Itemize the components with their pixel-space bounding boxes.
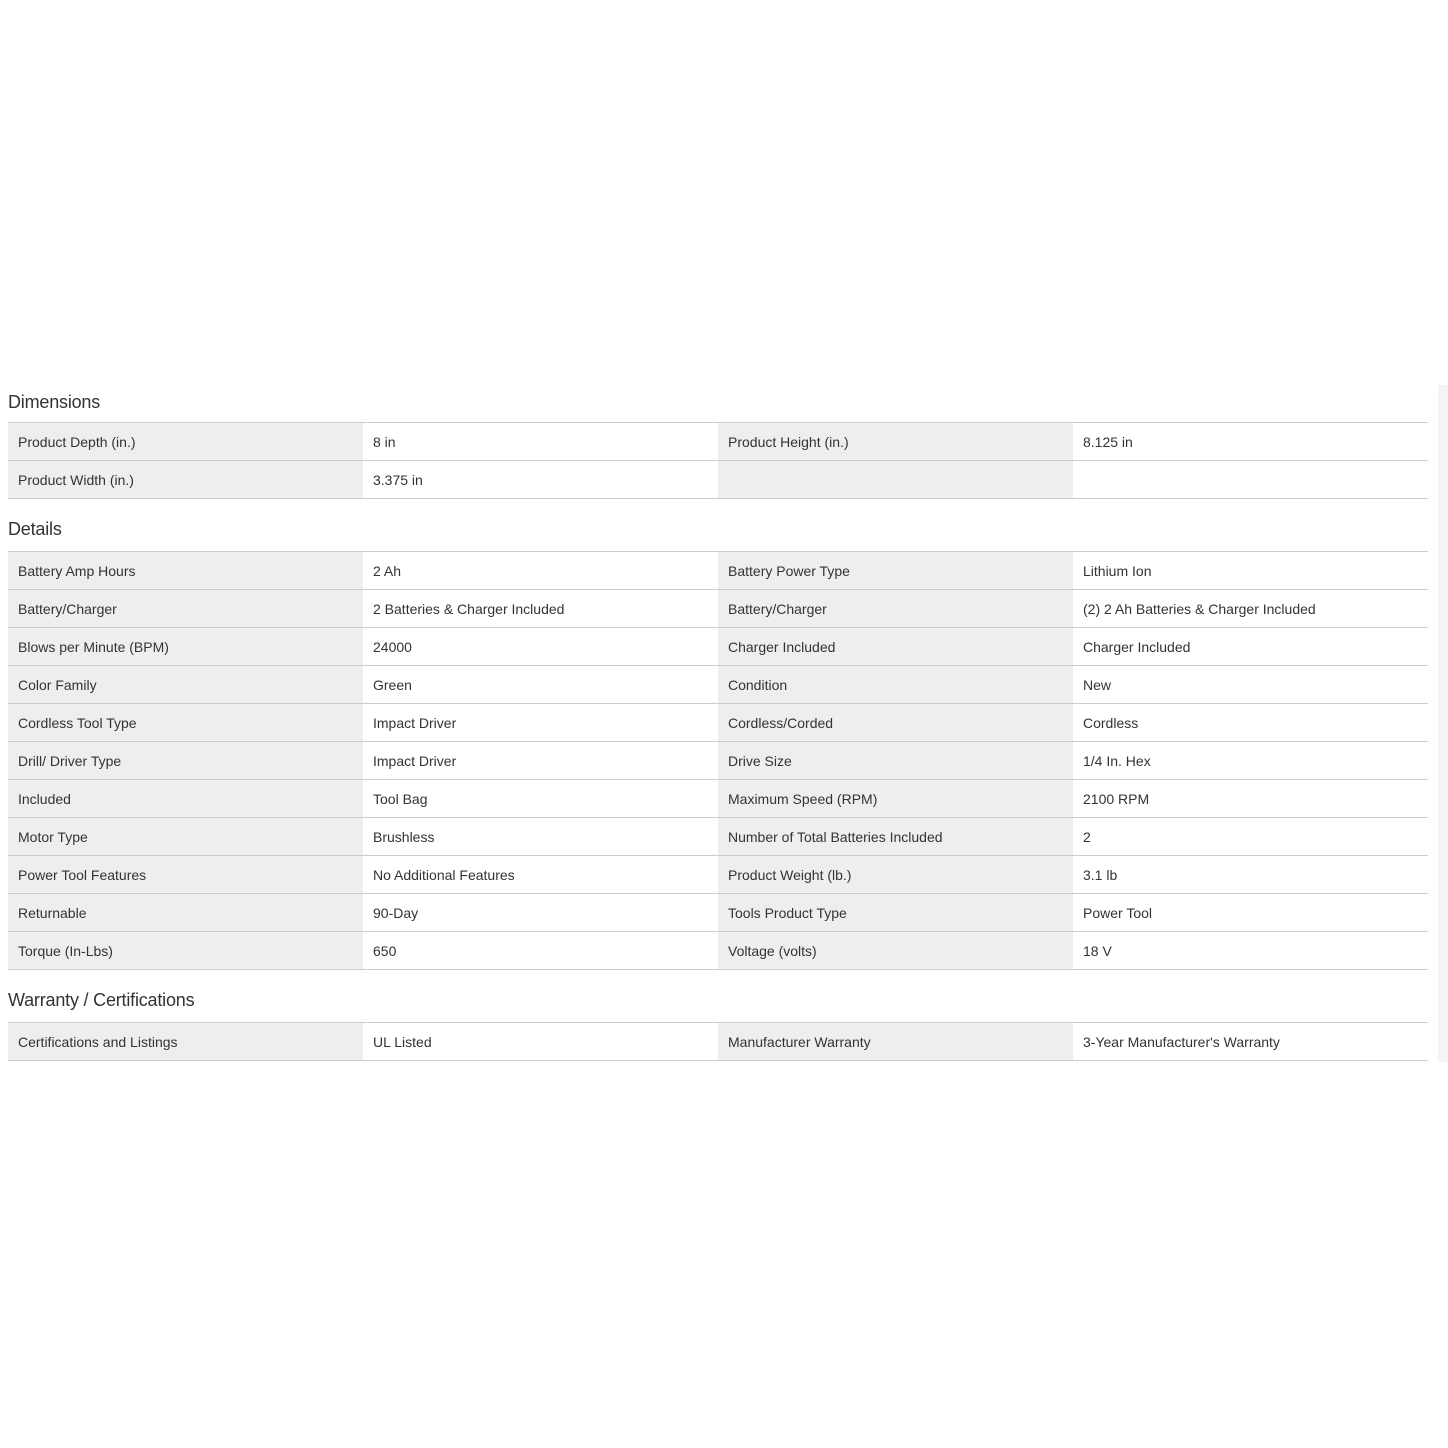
spec-value: Brushless [363,818,718,856]
spec-label: Battery/Charger [8,590,363,628]
table-row [8,552,1428,590]
spec-value: 90-Day [363,894,718,932]
spec-value: 8.125 in [1073,423,1428,461]
spec-label: Manufacturer Warranty [718,1023,1073,1061]
spec-value: 2100 RPM [1073,780,1428,818]
section-title: Dimensions [8,385,1428,423]
table-row [8,704,1428,742]
section-title: Warranty / Certifications [8,970,1428,1023]
spec-value: Green [363,666,718,704]
section-title: Details [8,499,1428,552]
spec-value: 3-Year Manufacturer's Warranty [1073,1023,1428,1061]
spec-label: Condition [718,666,1073,704]
spec-label: Drive Size [718,742,1073,780]
spec-section-warranty-certifications [8,970,1428,1061]
spec-label: Torque (In-Lbs) [8,932,363,970]
spec-table [8,552,1428,970]
spec-value: 3.375 in [363,461,718,499]
spec-label: Charger Included [718,628,1073,666]
spec-value: UL Listed [363,1023,718,1061]
spec-value: New [1073,666,1428,704]
spec-value: Lithium Ion [1073,552,1428,590]
scrollbar-track[interactable] [1438,385,1448,1062]
spec-value: Power Tool [1073,894,1428,932]
spec-value: 2 [1073,818,1428,856]
spec-label: Product Height (in.) [718,423,1073,461]
spec-value: 3.1 lb [1073,856,1428,894]
spec-value [1073,461,1428,499]
spec-value: 8 in [363,423,718,461]
spec-label: Cordless/Corded [718,704,1073,742]
spec-value: 650 [363,932,718,970]
spec-table [8,1023,1428,1061]
spec-label: Product Depth (in.) [8,423,363,461]
spec-label: Color Family [8,666,363,704]
spec-section-dimensions [8,385,1428,499]
spec-value: Tool Bag [363,780,718,818]
spec-label [718,461,1073,499]
spec-value: Cordless [1073,704,1428,742]
spec-section-details [8,499,1428,970]
spec-value: Impact Driver [363,704,718,742]
table-row [8,932,1428,970]
spec-label: Power Tool Features [8,856,363,894]
table-row [8,780,1428,818]
spec-value: Impact Driver [363,742,718,780]
table-row [8,461,1428,499]
spec-label: Voltage (volts) [718,932,1073,970]
spec-value: 24000 [363,628,718,666]
spec-label: Battery Amp Hours [8,552,363,590]
table-row [8,818,1428,856]
specifications-panel [8,385,1428,1061]
table-row [8,1023,1428,1061]
spec-value: 1/4 In. Hex [1073,742,1428,780]
spec-label: Battery Power Type [718,552,1073,590]
spec-label: Product Weight (lb.) [718,856,1073,894]
spec-label: Motor Type [8,818,363,856]
spec-value: 2 Batteries & Charger Included [363,590,718,628]
spec-value: (2) 2 Ah Batteries & Charger Included [1073,590,1428,628]
spec-value: 18 V [1073,932,1428,970]
table-row [8,628,1428,666]
spec-table [8,423,1428,499]
table-row [8,666,1428,704]
spec-label: Included [8,780,363,818]
table-row [8,894,1428,932]
spec-label: Tools Product Type [718,894,1073,932]
spec-label: Number of Total Batteries Included [718,818,1073,856]
spec-label: Battery/Charger [718,590,1073,628]
spec-label: Product Width (in.) [8,461,363,499]
table-row [8,742,1428,780]
table-row [8,590,1428,628]
spec-label: Maximum Speed (RPM) [718,780,1073,818]
spec-label: Returnable [8,894,363,932]
table-row [8,856,1428,894]
table-row [8,423,1428,461]
spec-value: 2 Ah [363,552,718,590]
spec-label: Blows per Minute (BPM) [8,628,363,666]
spec-value: Charger Included [1073,628,1428,666]
spec-label: Drill/ Driver Type [8,742,363,780]
spec-label: Certifications and Listings [8,1023,363,1061]
spec-value: No Additional Features [363,856,718,894]
spec-label: Cordless Tool Type [8,704,363,742]
